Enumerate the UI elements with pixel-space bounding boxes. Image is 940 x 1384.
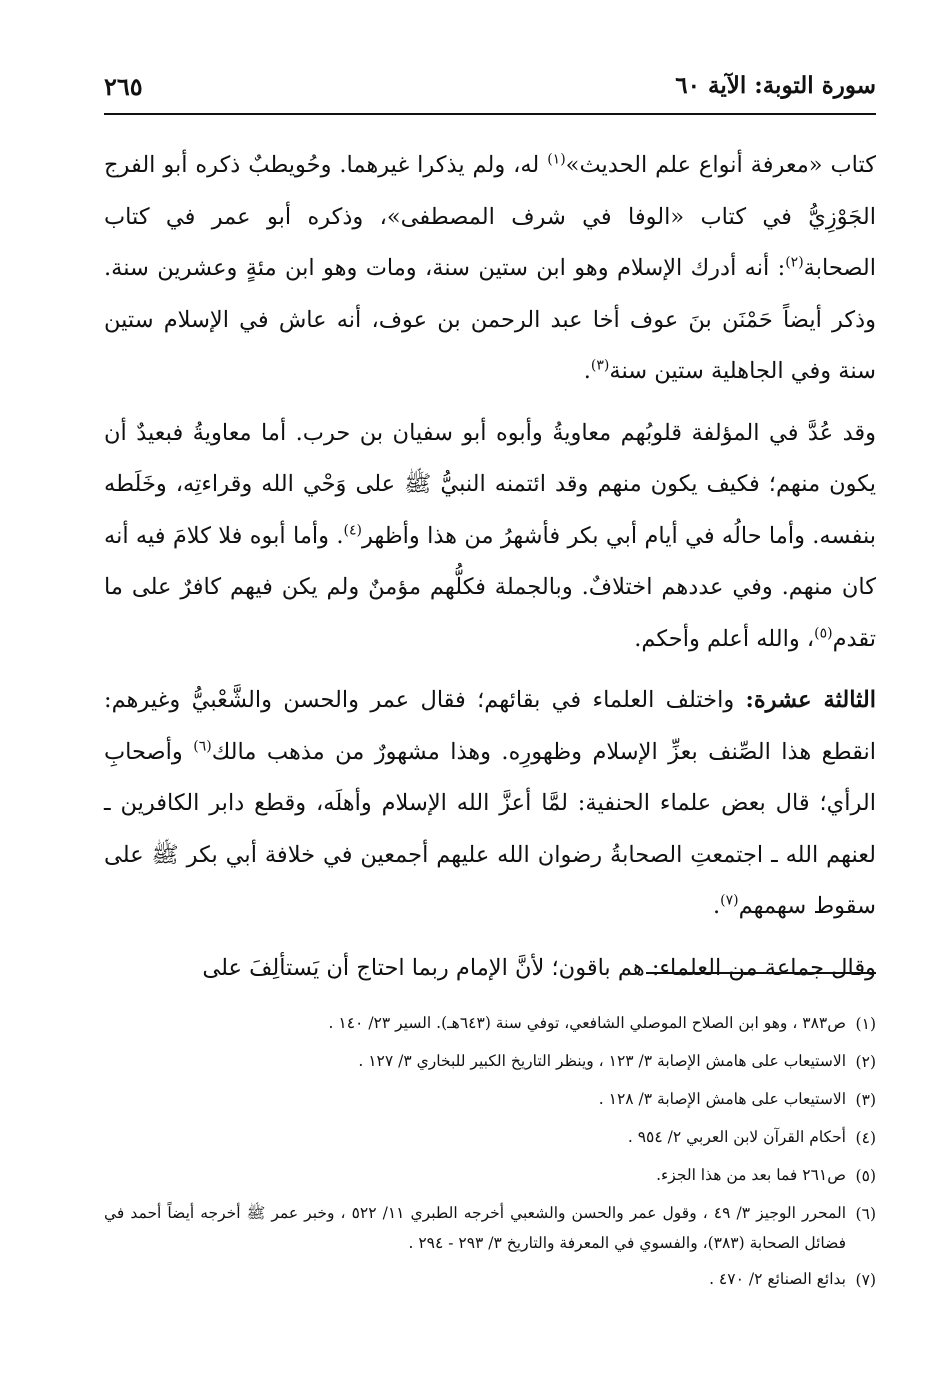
text-run: وقد عُدَّ في المؤلفة قلوبُهم معاويةُ وأبوه أبو سفيان بن حرب. أما معاويةُ فبعيدٌ أن يكون منهم؛ فكيف يكون منهم وقد ائتمنه النبيُّ ﷺ على وَحْي الله وقراءتِه، وخَلَطه بنفسه. وأما حالُه في أيام أبي بكر فأشهرُ من هذا وأظهر bbox=[104, 419, 876, 549]
footnote-text: المحرر الوجيز ٣/ ٤٩ ، وقول عمر والحسن والشعبي أخرجه الطبري ١١/ ٥٢٢ ، وخبر عمر ﷺ أخرجه أيضاً أحمد في فضائل الصحابة (٣٨٣)، والفسوي في المعرفة والتاريخ ٣/ ٢٩٣ - ٢٩٤ . bbox=[104, 1204, 847, 1252]
footnote-ref: (١) bbox=[547, 151, 566, 168]
text-run: . وأما أبوه فلا كلامَ فيه أنه كان منهم. وفي عددهم اختلافٌ. وبالجملة فكلُّهم مؤمنٌ ولم يكن فيهم كافرٌ على ما تقدم bbox=[104, 522, 876, 652]
text-run: وأصحابِ الرأي؛ قال بعض علماء الحنفية: لمَّا أعزَّ الله الإسلام وأهلَه، وقطع دابر الكافرين ـ لعنهم الله ـ اجتمعتِ الصحابةُ رضوان الله عليهم أجمعين في خلافة أبي بكر ﷺ على سقوط سهمهم bbox=[104, 738, 876, 919]
header-rule bbox=[104, 113, 876, 115]
footnote-item bbox=[104, 1198, 876, 1258]
footnote-text: بدائع الصنائع ٢/ ٤٧٠ . bbox=[709, 1270, 846, 1288]
footnote-item bbox=[104, 1264, 876, 1296]
text-run: . bbox=[712, 893, 721, 919]
footnote-number: (١) bbox=[855, 1015, 876, 1033]
footnotes bbox=[104, 1008, 876, 1302]
footnote-number: (٢) bbox=[855, 1053, 876, 1071]
paragraph-4 bbox=[104, 943, 876, 995]
text-run: كتاب «معرفة أنواع علم الحديث» bbox=[565, 152, 876, 178]
footnote-number: (٣) bbox=[855, 1091, 876, 1109]
footnote-ref: (٣) bbox=[590, 357, 610, 374]
text-run: . bbox=[583, 358, 591, 384]
footnote-number: (٥) bbox=[855, 1167, 876, 1185]
text-run: ، والله أعلم وأحكم. bbox=[634, 625, 815, 652]
paragraph-3 bbox=[104, 675, 876, 933]
footnote-item bbox=[104, 1008, 876, 1040]
footnote-number: (٦) bbox=[855, 1205, 876, 1223]
footnote-text: أحكام القرآن لابن العربي ٢/ ٩٥٤ . bbox=[627, 1128, 846, 1146]
paragraph-2 bbox=[104, 408, 876, 666]
footnote-number: (٧) bbox=[855, 1271, 876, 1289]
header-title: سورة التوبة: الآية ٦٠ bbox=[675, 72, 876, 99]
section-lead: الثالثة عشرة: bbox=[745, 687, 876, 713]
footnote-item bbox=[104, 1046, 876, 1078]
footnote-ref: (٢) bbox=[785, 254, 804, 271]
footnote-item bbox=[104, 1122, 876, 1154]
footnote-separator bbox=[646, 972, 876, 974]
footnote-item bbox=[104, 1084, 876, 1116]
paragraph-1 bbox=[104, 140, 876, 398]
footnote-ref: (٥) bbox=[814, 625, 833, 641]
page-number: ٢٦٥ bbox=[104, 72, 143, 101]
text-run: وقال جماعة من العلماء: هم باقون؛ لأنَّ الإمام ربما احتاج أن يَستألِفَ على bbox=[202, 954, 876, 981]
footnote-ref: (٧) bbox=[720, 892, 739, 909]
main-text bbox=[104, 140, 876, 994]
text-run: : أنه أدرك الإسلام وهو ابن ستين سنة، ومات وهو ابن مئةٍ وعشرين سنة. وذكر أيضاً حَمْنَن بنَ عوف أخا عبد الرحمن بن عوف، أنه عاش في الإسلام ستين سنة وفي الجاهلية ستين سنة bbox=[104, 255, 876, 384]
text-run: له، ولم يذكرا غيرهما. وحُويطبٌ ذكره أبو الفرج الجَوْزِيُّ في كتاب «الوفا في شرف المصطفى»، وذكره أبو عمر في كتاب الصحابة bbox=[104, 152, 876, 281]
footnote-text: ص٢٦١ فما بعد من هذا الجزء. bbox=[656, 1166, 846, 1184]
footnote-text: ص٣٨٣ ، وهو ابن الصلاح الموصلي الشافعي، توفي سنة (٦٤٣هـ). السير ٢٣/ ١٤٠ . bbox=[328, 1014, 846, 1032]
footnote-ref: (٤) bbox=[343, 522, 362, 538]
footnote-text: الاستيعاب على هامش الإصابة ٣/ ١٢٨ . bbox=[598, 1090, 846, 1108]
running-header bbox=[104, 70, 876, 110]
footnote-ref: (٦) bbox=[193, 738, 212, 754]
footnote-text: الاستيعاب على هامش الإصابة ٣/ ١٢٣ ، وينظر التاريخ الكبير للبخاري ٣/ ١٢٧ . bbox=[358, 1052, 846, 1070]
footnote-number: (٤) bbox=[855, 1129, 876, 1147]
footnote-item bbox=[104, 1160, 876, 1192]
text-run: واختلف العلماء في بقائهم؛ فقال عمر والحسن والشَّعْبيُّ وغيرهم: انقطع هذا الصِّنف بعزِّ الإسلام وظهورِه. وهذا مشهورٌ من مذهب مالك bbox=[104, 687, 877, 765]
